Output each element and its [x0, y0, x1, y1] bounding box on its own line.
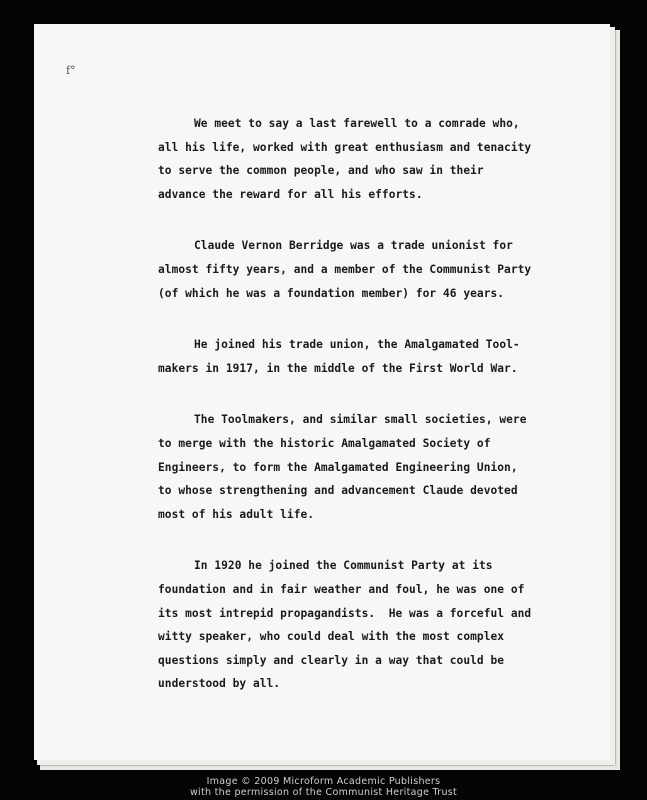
image-credit-line-1: Image © 2009 Microform Academic Publishers: [206, 776, 441, 787]
document-body: [158, 112, 598, 724]
text-line: (of which he was a foundation member) for 46 years.: [158, 286, 505, 300]
text-line: questions simply and clearly in a way that could be: [158, 653, 505, 667]
text-line: makers in 1917, in the middle of the First World War.: [158, 361, 518, 375]
text-line: understood by all.: [158, 677, 281, 691]
paragraph: [158, 234, 598, 305]
paragraph: [158, 554, 598, 696]
text-line: Claude Vernon Berridge was a trade unionist for: [194, 239, 513, 253]
document-page: [34, 24, 610, 760]
text-line: In 1920 he joined the Communist Party at its: [194, 559, 493, 573]
paragraph: [158, 112, 598, 206]
text-line: to serve the common people, and who saw in their: [158, 164, 484, 178]
text-line: advance the reward for all his efforts.: [158, 187, 423, 201]
text-line: foundation and in fair weather and foul, he was one of: [158, 582, 525, 596]
text-line: all his life, worked with great enthusiasm and tenacity: [158, 140, 532, 154]
text-line: to merge with the historic Amalgamated Society of: [158, 436, 491, 450]
text-line: most of his adult life.: [158, 507, 315, 521]
text-line: The Toolmakers, and similar small societies, were: [194, 413, 527, 427]
paragraph: [158, 408, 598, 526]
paragraph: [158, 333, 598, 380]
text-line: Engineers, to form the Amalgamated Engineering Union,: [158, 460, 518, 474]
text-line: its most intrepid propagandists. He was a forceful and: [158, 606, 532, 620]
text-line: witty speaker, who could deal with the most complex: [158, 630, 505, 644]
text-line: almost fifty years, and a member of the Communist Party: [158, 262, 532, 276]
text-line: to whose strengthening and advancement Claude devoted: [158, 484, 518, 498]
text-line: He joined his trade union, the Amalgamated Tool-: [194, 338, 520, 352]
page-mark: f°: [66, 64, 76, 77]
text-line: We meet to say a last farewell to a comrade who,: [194, 117, 520, 130]
image-credit-line-2: with the permission of the Communist Heritage Trust: [189, 787, 458, 798]
